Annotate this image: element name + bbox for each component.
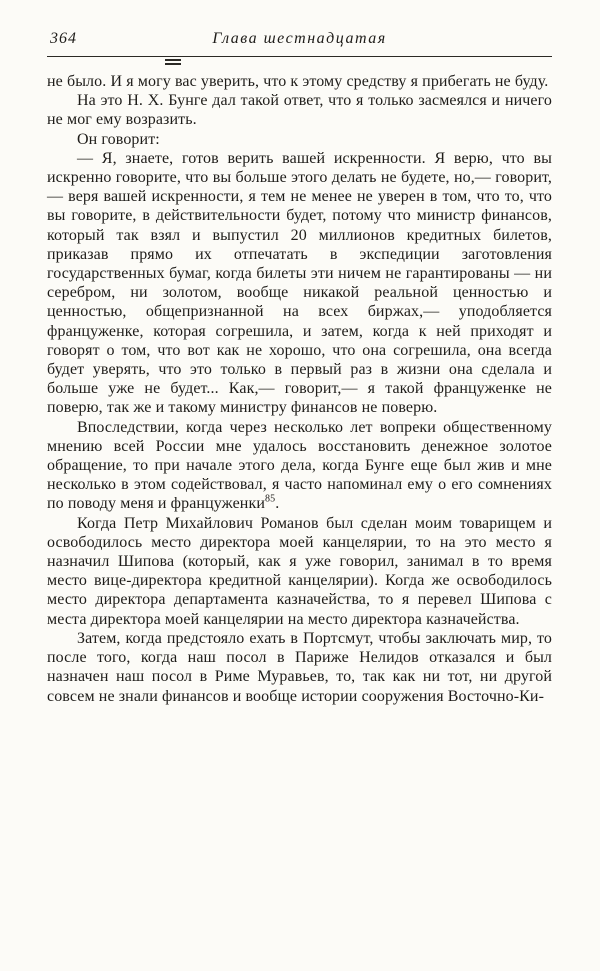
paragraph: — Я, знаете, готов верить вашей искренности. Я верю, что вы искренно говорите, что вы больше этого делать не будете, но,— говорит,— веря вашей искренности, я тем не менее не уверен в том, что то, что вы говорите, в действительности будет, потому что министр финансов, который так взял и выпустил 20 миллионов кредитных билетов, приказав прямо их отпечатать в экспедиции заготовления государственных бумаг, когда билеты эти ничем не гарантированы — ни серебром, ни золотом, вообще никакой реальной ценностью и ценностью, общепризнанной на всех биржах,— уподобляется француженке, которая согрешила, и затем, когда к ней приходят и говорят о том, что вот как не хорошо, что она согрешила, она всегда будет уверять, что это только в первый раз в жизни она сделала и больше уже не будет... Как,— говорит,— я такой француженке не поверю, так же и такому министру финансов не поверю. <box>47 149 552 417</box>
paragraph: На это Н. Х. Бунге дал такой ответ, что я только засмеялся и ничего не мог ему возразить. <box>47 92 552 129</box>
paragraph <box>47 418 552 514</box>
header-ornament <box>165 59 181 65</box>
paragraph: Когда Петр Михайлович Романов был сделан моим товарищем и освободилось место директора моей канцелярии, то на это место я назначил Шипова (который, как я уже говорил, занимал в то время место вице-директора кредитной канцелярии). Когда же освободилось место директора департамента казначейства, то я перевел Шипова с места директора моей канцелярии на место директора казначейства. <box>47 514 552 628</box>
paragraph: Он говорит: <box>77 130 160 148</box>
running-title: Глава шестнадцатая <box>212 30 387 47</box>
paragraph: не было. И я могу вас уверить, что к этому средству я прибегать не буду. <box>47 73 549 90</box>
page-body <box>47 72 552 706</box>
paragraph: Затем, когда предстояло ехать в Портсмут, чтобы заключать мир, то после того, когда наш посол в Париже Нелидов отказался и был назначен наш посол в Риме Муравьев, то, так как ни тот, ни другой совсем не знали финансов и вообще истории сооружения Восточно-Ки- <box>47 629 552 705</box>
page-header <box>47 30 552 52</box>
paragraph-text: Впоследствии, когда через несколько лет вопреки общественному мнению всей России мне удалось восстановить денежное золотое обращение, то при начале этого дела, когда Бунге еще был жив и мне несколько в этом содействовал, я часто напоминал ему о его сомнениях по поводу меня и француженки <box>47 418 552 513</box>
page-number: 364 <box>50 30 77 47</box>
footnote-marker: 85 <box>265 494 276 506</box>
paragraph-text: . <box>275 495 280 513</box>
header-rule <box>47 56 552 57</box>
